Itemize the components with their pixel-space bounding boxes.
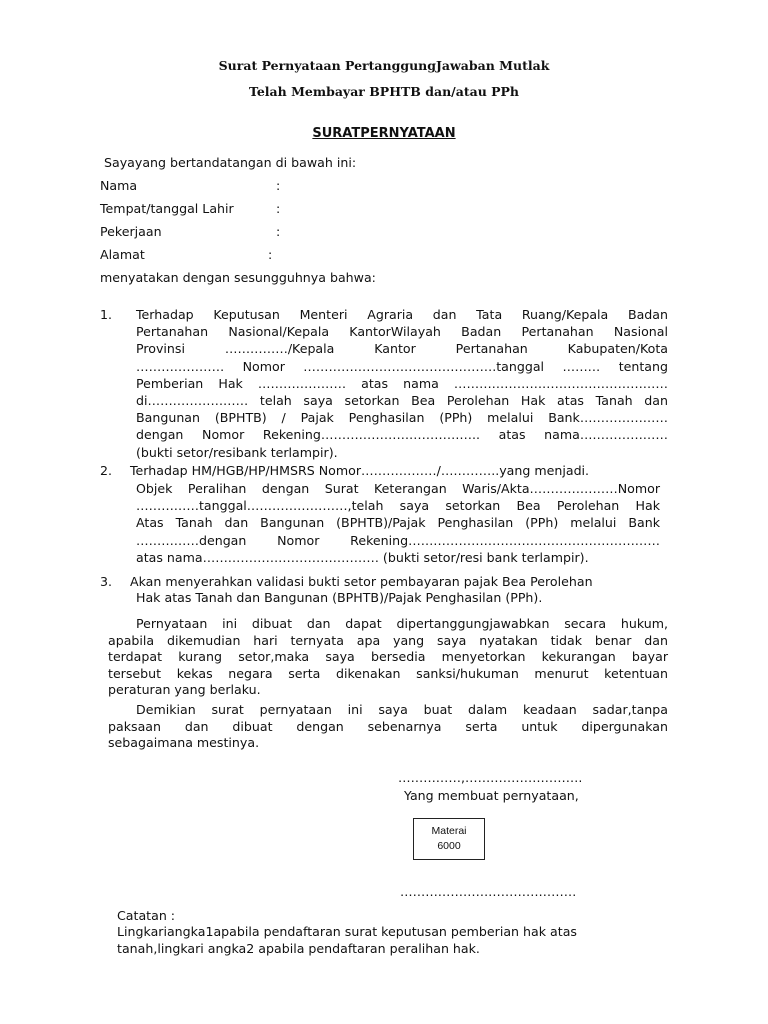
paragraph-line: Pernyataan ini dibuat dan dapat dipertanggungjawabkan secara hukum,: [136, 616, 668, 631]
item-number: 3.: [100, 574, 113, 589]
item-1-line: Bangunan (BPHTB) / Pajak Penghasilan (PPh) melalui Bank…………………: [136, 410, 668, 426]
item-3-line: Akan menyerahkan validasi bukti setor pembayaran pajak Bea Perolehan: [130, 574, 593, 589]
paragraph-line: terdapat kurang setor,maka saya bersedia menyetorkan kekurangan bayar: [108, 649, 668, 665]
place-date-line: ……………,……………………….: [398, 770, 583, 785]
paragraph-line: peraturan yang berlaku.: [108, 682, 261, 698]
item-2-line: atas nama…………………………………… (bukti setor/resi bank terlampir).: [136, 549, 589, 565]
signatory-name-line: ……………………………………: [400, 884, 577, 899]
item-1-block: [136, 306, 668, 461]
item-number: 1.: [100, 307, 113, 322]
paragraph-line: Demikian surat pernyataan ini saya buat dalam keadaan sadar,tanpa: [136, 702, 668, 717]
item-1-line: Pemberian Hak ………………… atas nama ……………………………………………: [136, 375, 668, 391]
field-label-nama: Nama: [100, 178, 138, 193]
declaration-text: menyatakan dengan sesungguhnya bahwa:: [100, 270, 376, 285]
stamp-duty-box: [413, 818, 485, 860]
item-1-line: dengan Nomor Rekening……………………………….. atas nama…………………: [136, 427, 668, 443]
item-2-line: Objek Peralihan dengan Surat Keterangan Waris/Akta…………………Nomor: [136, 481, 660, 496]
stamp-label: Materai: [431, 825, 467, 837]
item-1-line: di…………………… telah saya setorkan Bea Perolehan Hak atas Tanah dan: [136, 393, 668, 409]
closing-paragraph: [108, 702, 668, 752]
paragraph-line: apabila dikemudian hari ternyata apa yang saya nyatakan tidak benar dan: [108, 632, 668, 648]
statement-paragraph: [108, 616, 668, 699]
item-1-line: (bukti setor/resibank terlampir).: [136, 444, 338, 460]
item-1-line: ………………… Nomor ……………………………………….tanggal ……… tentang: [136, 358, 668, 374]
item-2-block-rest: [136, 480, 660, 566]
document-subtitle: SURATPERNYATAAN: [312, 126, 456, 141]
item-1-line: Terhadap Keputusan Menteri Agraria dan Tata Ruang/Kepala Badan: [136, 307, 668, 322]
field-colon: :: [276, 178, 281, 193]
item-1-line: Provinsi ……………/Kepala Kantor Pertanahan Kabupaten/Kota: [136, 341, 668, 357]
signatory-caption: Yang membuat pernyataan,: [404, 788, 579, 803]
item-2-line: Atas Tanah dan Bangunan (BPHTB)/Pajak Penghasilan (PPh) melalui Bank: [136, 515, 660, 531]
paragraph-line: tersebut kekas negara serta dikenakan sanksi/hukuman menurut ketentuan: [108, 665, 668, 681]
stamp-value: 6000: [437, 840, 461, 852]
item-3-line: Hak atas Tanah dan Bangunan (BPHTB)/Pajak Penghasilan (PPh).: [136, 590, 543, 605]
field-label-pekerjaan: Pekerjaan: [100, 224, 162, 239]
field-colon: :: [276, 201, 281, 216]
document-title: Surat Pernyataan PertanggungJawaban Mutlak: [218, 58, 550, 73]
item-1-line: Pertanahan Nasional/Kepala KantorWilayah Badan Pertanahan Nasional: [136, 324, 668, 340]
item-2-line: ……………dengan Nomor Rekening……………………………………………………: [136, 532, 660, 548]
item-number: 2.: [100, 463, 113, 478]
intro-text: Sayayang bertandatangan di bawah ini:: [104, 155, 357, 170]
field-colon: :: [268, 247, 273, 262]
field-label-alamat: Alamat: [100, 247, 145, 262]
note-title: Catatan :: [117, 908, 176, 923]
document-title-line2: Telah Membayar BPHTB dan/atau PPh: [248, 84, 520, 99]
note-line: tanah,lingkari angka2 apabila pendaftaran peralihan hak.: [117, 941, 480, 956]
item-2-line: Terhadap HM/HGB/HP/HMSRS Nomor………………/…………..yang menjadi.: [130, 463, 590, 478]
field-colon: :: [276, 224, 281, 239]
item-2-line: ……………tanggal……………………,telah saya setorkan Bea Perolehan Hak: [136, 498, 660, 514]
paragraph-line: paksaan dan dibuat dengan sebenarnya serta untuk dipergunakan: [108, 718, 668, 734]
field-label-tempat-tanggal-lahir: Tempat/tanggal Lahir: [100, 201, 234, 216]
note-line: Lingkariangka1apabila pendaftaran surat keputusan pemberian hak atas: [117, 924, 577, 939]
item-2-block: [130, 462, 662, 479]
paragraph-line: sebagaimana mestinya.: [108, 735, 260, 751]
